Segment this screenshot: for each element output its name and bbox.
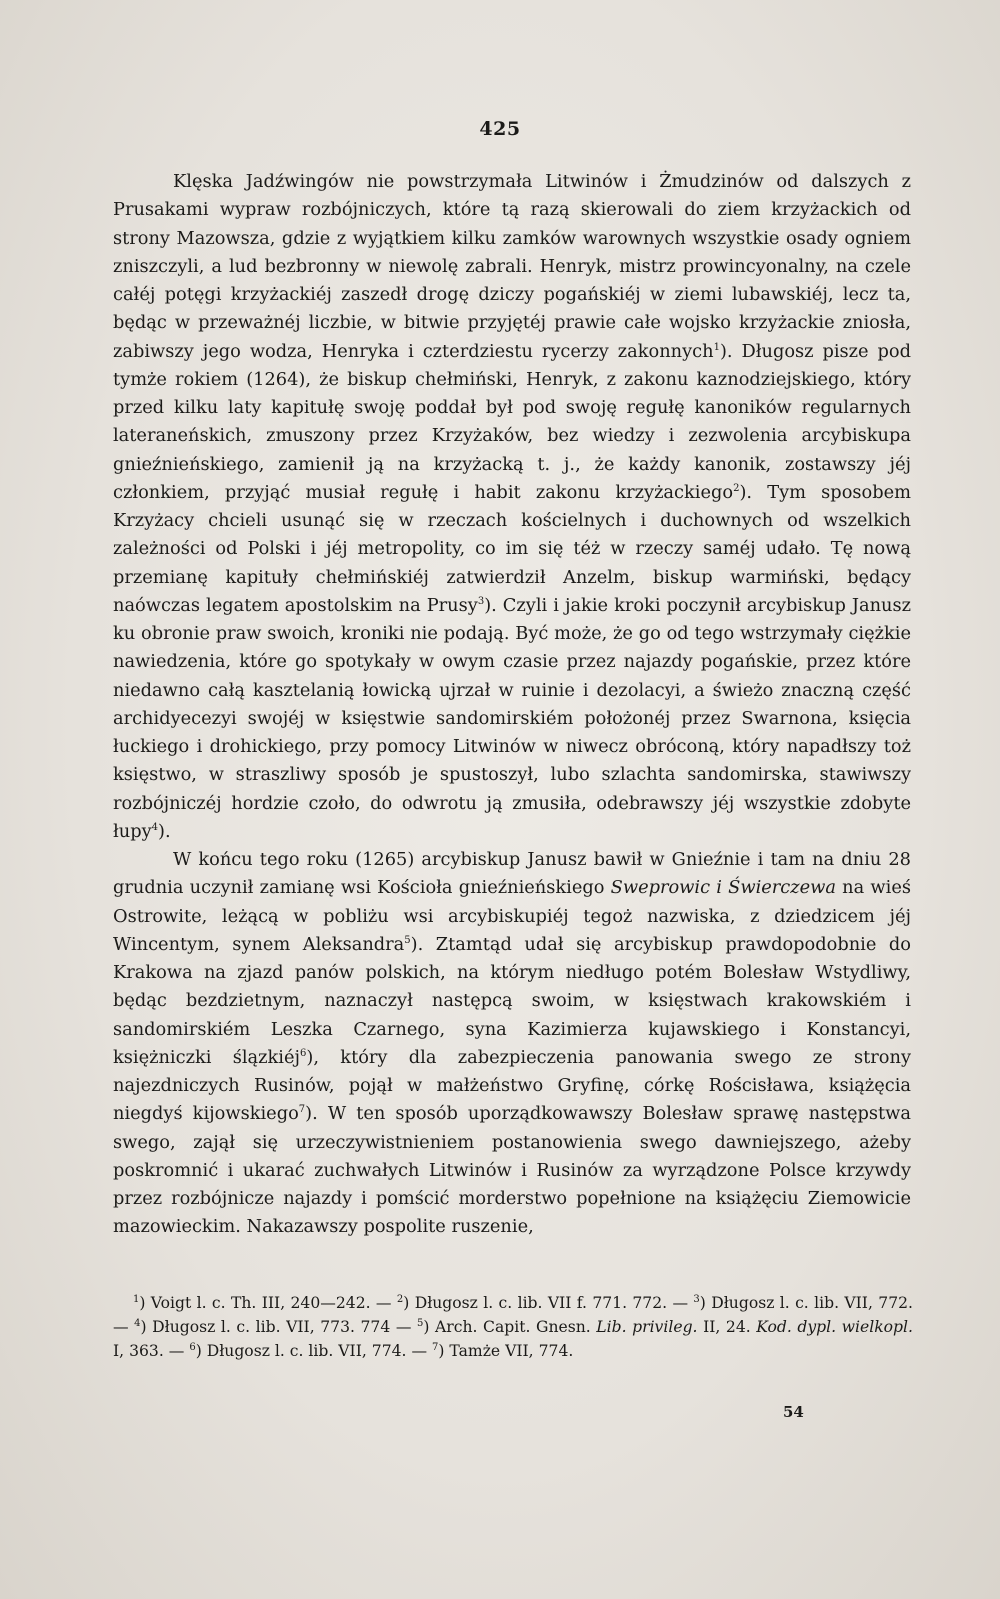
text-run: W końcu tego roku (1265) arcybiskup Janusz bawił w Gnieźnie i tam na dniu 28 grudnia uczynił zamianę wsi Kościoła gnieźnieńskiego: [113, 849, 911, 899]
footnote-ref-6: 6: [300, 1047, 307, 1059]
footnote-1: ) Voigt l. c. Th. III, 240—242. —: [139, 1294, 397, 1312]
footnotes: [113, 1291, 913, 1363]
footnote-ref-1: 1: [713, 341, 720, 353]
footnote-mark-3: 3: [693, 1293, 700, 1305]
footnote-mark-6: 6: [189, 1341, 196, 1353]
footnote-3: ) Długosz l. c. lib. VII, 772. —: [113, 1294, 913, 1336]
footnote-6: ) Długosz l. c. lib. VII, 774. —: [195, 1342, 433, 1360]
footnote-mark-7: 7: [432, 1341, 439, 1353]
main-text: [113, 168, 911, 1242]
footnote-ref-2: 2: [733, 482, 740, 494]
footnote-ref-5: 5: [404, 934, 411, 946]
footnote-ref-4: 4: [151, 821, 159, 833]
footnote-block: [113, 1291, 913, 1363]
footnote-2: ) Długosz l. c. lib. VII f. 771. 772. —: [403, 1294, 694, 1312]
footnote-mark-4: 4: [134, 1317, 141, 1329]
text-run: ). W ten sposób uporządkowawszy Bolesław sprawę następstwa swego, zajął się urzeczywistnieniem postanowienia swego dawniejszego, ażeby poskromnić i ukarać zuchwałych Litwinów i Rusinów za wyrządzone Polsce krzywdy przez rozbójnicze najazdy i pomścić morderstwo popełnione na książęciu Ziemowicie mazowieckim. Nakazawszy pospolite ruszenie,: [113, 1103, 911, 1238]
text-run: ), który dla zabezpieczenia panowania swego ze strony najezdniczych Rusinów, pojął w małżeństwo Gryfinę, córkę Rościsława, książęcia niegdyś kijowskiego: [113, 1046, 911, 1125]
footnote-5: ) Arch. Capit. Gnesn.: [423, 1318, 597, 1336]
footnote-mark-5: 5: [417, 1317, 424, 1329]
italic-place-names: Sweprowic i Świerczewa: [610, 877, 836, 899]
footnote-5-italic-2: Kod. dypl. wielkopl.: [756, 1318, 913, 1336]
text-run: ). Ztamtąd udał się arcybiskup prawdopodobnie do Krakowa na zjazd panów polskich, na którym niedługo potém Bolesław Wstydliwy, będąc bezdzietnym, naznaczył następcą swoim, w księstwach krakowskiém i sandomirskiém Leszka Czarnego, syna Kazimierza kujawskiego i Konstancyi, księżniczki ślązkiéj: [113, 933, 911, 1068]
text-run: ).: [158, 820, 171, 842]
footnote-5-italic-1: Lib. privileg.: [596, 1318, 698, 1336]
paragraph-1: [113, 168, 911, 846]
footnote-5-cont: II, 24.: [697, 1318, 757, 1336]
text-run: ). Czyli i jakie kroki poczynił arcybiskup Janusz ku obronie praw swoich, kroniki nie podają. Być może, że go od tego wstrzymały ciężkie nawiedzenia, które go spotykały w owym czasie przez najazdy pogańskie, przez które niedawno całą kasztelanią łowicką ujrzał w ruinie i dezolacyi, a świeżo znaczną część archidyecezyi swojéj w księstwie sandomirskiém położonéj przez Swarnona, księcia łuckiego i drohickiego, przy pomocy Litwinów w niwecz obróconą, który napadłszy toż księstwo, w straszliwy sposób je spustoszył, lubo szlachta sandomirska, stawiwszy rozbójniczéj hordzie czoło, do odwrotu ją zmusiła, odebrawszy jéj wszystkie zdobyte łupy: [113, 594, 911, 842]
text-run: ). Tym sposobem Krzyżacy chcieli usunąć się w rzeczach kościelnych i duchownych od wszelkich zależności od Polski i jéj metropolity, co im się téż w rzeczy saméj udało. Tę nową przemianę kapituły chełmińskiéj zatwierdził Anzelm, biskup warmiński, będący naówczas legatem apostolskim na Prusy: [113, 481, 911, 616]
text-run: na wieś Ostrowite, leżącą w pobliżu wsi arcybiskupiéj tegoż nazwiska, z dziedzicem jéj Wincentym, synem Aleksandra: [113, 877, 911, 955]
footnote-5-end: I, 363. —: [113, 1342, 190, 1360]
footnote-ref-3: 3: [477, 595, 485, 607]
page-number: 425: [479, 118, 521, 140]
paragraph-2: [113, 846, 911, 1242]
footnote-4: ) Długosz l. c. lib. VII, 773. 774 —: [140, 1318, 417, 1336]
footnote-mark-2: 2: [396, 1293, 404, 1305]
footnote-7: ) Tamże VII, 774.: [438, 1342, 574, 1360]
footnote-ref-7: 7: [298, 1104, 306, 1116]
text-run: ). Długosz pisze pod tymże rokiem (1264), że biskup chełmiński, Henryk, z zakonu kaznodziejskiego, który przed kilku laty kapitułę swoję poddał był pod swoję regułę kanoników regularnych lateraneńskich, zmuszony przez Krzyżaków, bez wiedzy i zezwolenia arcybiskupa gnieźnieńskiego, zamienił ją na krzyżacką t. j., że każdy kanonik, zostawszy jéj członkiem, przyjąć musiał regułę i habit zakonu krzyżackiego: [113, 340, 912, 503]
footnote-mark-1: 1: [133, 1293, 140, 1305]
text-run: Klęska Jadźwingów nie powstrzymała Litwinów i Żmudzinów od dalszych z Prusakami wypraw rozbójniczych, które tą razą skierowali do ziem krzyżackich od strony Mazowsza, gdzie z wyjątkiem kilku zamków warownych wszystkie osady ogniem zniszczyli, a lud bezbronny w niewolę zabrali. Henryk, mistrz prowincyonalny, na czele całéj potęgi krzyżackiéj zaszedł drogę dziczy pogańskiéj w ziemi lubawskiéj, lecz ta, będąc w przeważnéj liczbie, w bitwie przyjętéj prawie całe wojsko krzyżackie zniosła, zabiwszy jego wodza, Henryka i czterdziestu rycerzy zakonnych: [113, 171, 911, 362]
printer-signature-mark: 54: [783, 1403, 804, 1421]
